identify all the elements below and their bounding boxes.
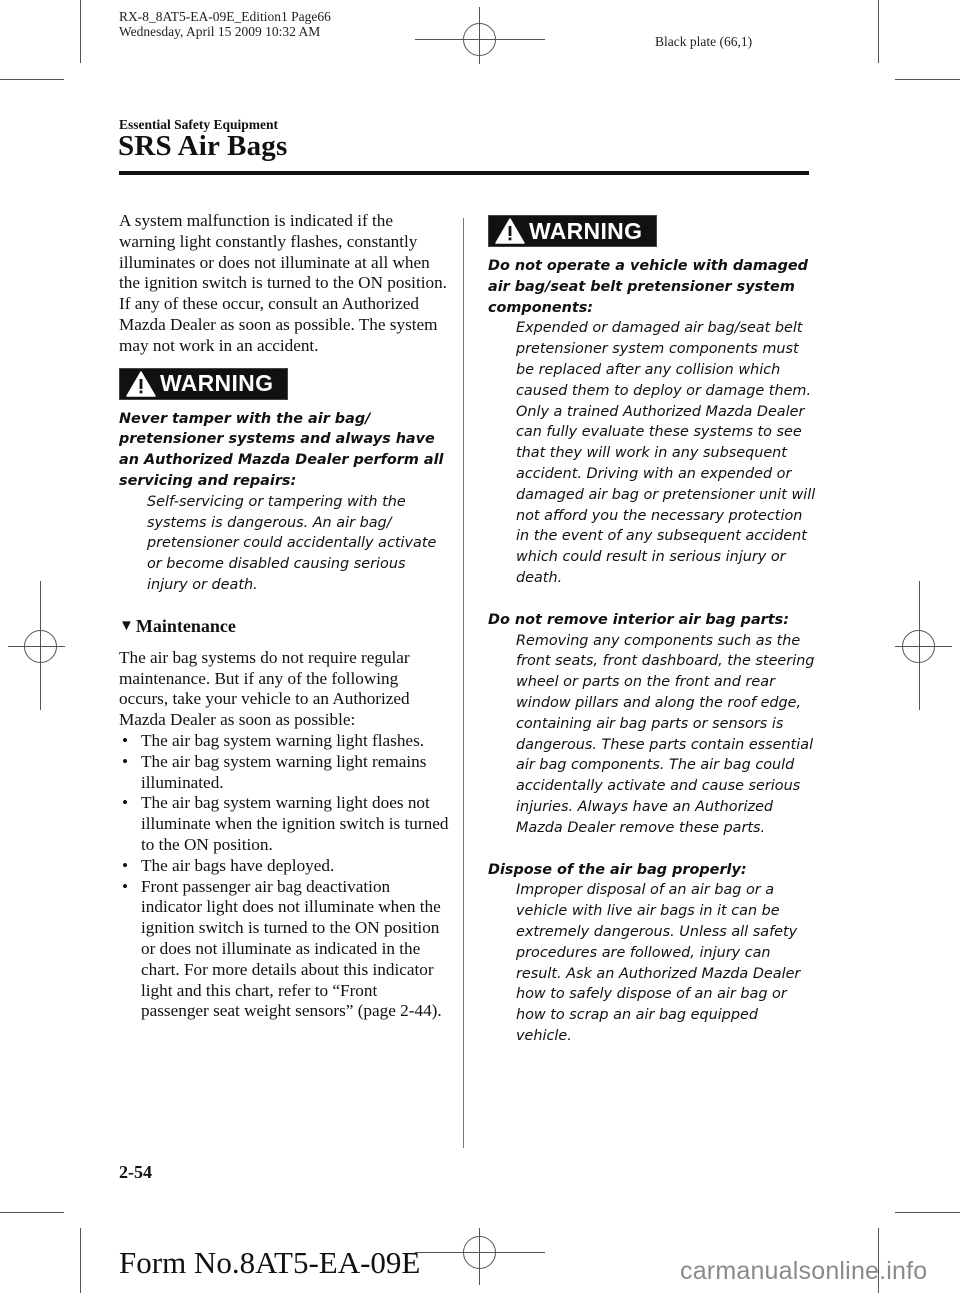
crosshair-circle-icon <box>463 23 496 56</box>
form-number: Form No.8AT5-EA-09E <box>119 1245 421 1280</box>
watermark-link[interactable]: carmanualsonline.info <box>680 1257 928 1285</box>
list-item: • The air bag system warning light flashes. <box>119 731 449 752</box>
warning-heading: Do not operate a vehicle with damaged air bag/seat belt pretensioner system components: <box>488 258 808 316</box>
print-metadata <box>119 9 331 39</box>
maintenance-heading <box>119 616 449 637</box>
title-rule <box>119 171 809 175</box>
crop-mark <box>895 1212 960 1213</box>
triangle-down-icon: ▼ <box>119 617 134 634</box>
warning-badge <box>488 215 657 247</box>
section-label: Essential Safety Equipment <box>119 117 279 132</box>
warning-block <box>119 368 449 596</box>
crop-mark <box>878 0 879 63</box>
crosshair-circle-icon <box>24 630 57 663</box>
warning-heading: Never tamper with the air bag/ pretensioner systems and always have an Authorized Mazda Dealer perform all servicing and repairs: <box>119 410 444 489</box>
warning-item <box>488 610 818 839</box>
intro-paragraph: A system malfunction is indicated if the warning light constantly flashes, constantly illuminates or does not illuminate at all when the ignition switch is turned to the ON position. If any of these occur, consult an Authorized Mazda Dealer as soon as possible. The system may not work in an accident. <box>119 211 447 355</box>
warning-body: Expended or damaged air bag/seat belt pretensioner system components must be replaced after any collision which caused them to deploy or damage them. Only a trained Authorized Mazda Dealer can fully evaluate these systems to see that they will work in any subsequent accident. Driving with an expended or damaged air bag or pretensioner unit will not afford you the necessary protection in the event of any subsequent accident which could result in serious injury or death. <box>516 320 816 586</box>
maintenance-section <box>119 616 449 1022</box>
warning-badge <box>119 368 288 400</box>
file-line: RX-8_8AT5-EA-09E_Edition1 Page66 <box>119 9 331 24</box>
page-number: 2-54 <box>119 1162 152 1182</box>
crosshair-circle-icon <box>463 1236 496 1269</box>
warning-item <box>488 860 818 1047</box>
column-divider <box>463 218 464 1148</box>
list-item: • The air bag system warning light remains illuminated. <box>119 752 449 794</box>
date-line: Wednesday, April 15 2009 10:32 AM <box>119 24 321 39</box>
list-item: • The air bags have deployed. <box>119 856 449 877</box>
crosshair-circle-icon <box>902 630 935 663</box>
warning-triangle-icon <box>495 218 525 244</box>
warning-item <box>488 256 818 589</box>
left-column <box>119 211 449 1022</box>
crop-mark <box>0 1212 64 1213</box>
crop-mark <box>80 0 81 63</box>
plate-label: Black plate (66,1) <box>655 34 753 49</box>
crop-mark <box>80 1228 81 1293</box>
warning-heading: Dispose of the air bag properly: <box>488 861 747 878</box>
maintenance-bullets <box>119 731 449 1022</box>
warning-body: Improper disposal of an air bag or a vehicle with live air bags in it can be extremely dangerous. Unless all safety procedures are followed, injury can result. Ask an Authorized Mazda Dealer how to safely dispose of an air bag or how to scrap an air bag equipped vehicle. <box>516 882 801 1044</box>
page-title: SRS Air Bags <box>118 130 288 162</box>
crop-mark <box>0 79 64 80</box>
warning-label: WARNING <box>529 217 643 244</box>
warning-label: WARNING <box>160 370 274 397</box>
right-column <box>488 215 818 1047</box>
warning-body: Self-servicing or tampering with the systems is dangerous. An air bag/ pretensioner could accidentally activate or become disabled causing serious injury or death. <box>147 493 437 593</box>
list-item: • The air bag system warning light does not illuminate when the ignition switch is turned to the ON position. <box>119 793 449 855</box>
list-item: • Front passenger air bag deactivation indicator light does not illuminate when the ignition switch is turned to the ON position or does not illuminate as indicated in the chart. For more details about this indicator light and this chart, refer to “Front passenger seat weight sensors” (page 2-44). <box>119 877 449 1023</box>
warning-heading: Do not remove interior air bag parts: <box>488 611 789 628</box>
crop-mark <box>895 79 960 80</box>
warning-body: Removing any components such as the front seats, front dashboard, the steering wheel or parts on the front and rear window pillars and along the roof edge, containing air bag parts or sensors is dangerous. These parts contain essential air bag components. The air bag could accidentally activate and cause serious injuries. Always have an Authorized Mazda Dealer remove these parts. <box>516 632 815 836</box>
maintenance-title: Maintenance <box>135 615 236 636</box>
maintenance-intro: The air bag systems do not require regular maintenance. But if any of the following occurs, take your vehicle to an Authorized Mazda Dealer as soon as possible: <box>119 647 410 730</box>
warning-triangle-icon <box>126 371 156 397</box>
